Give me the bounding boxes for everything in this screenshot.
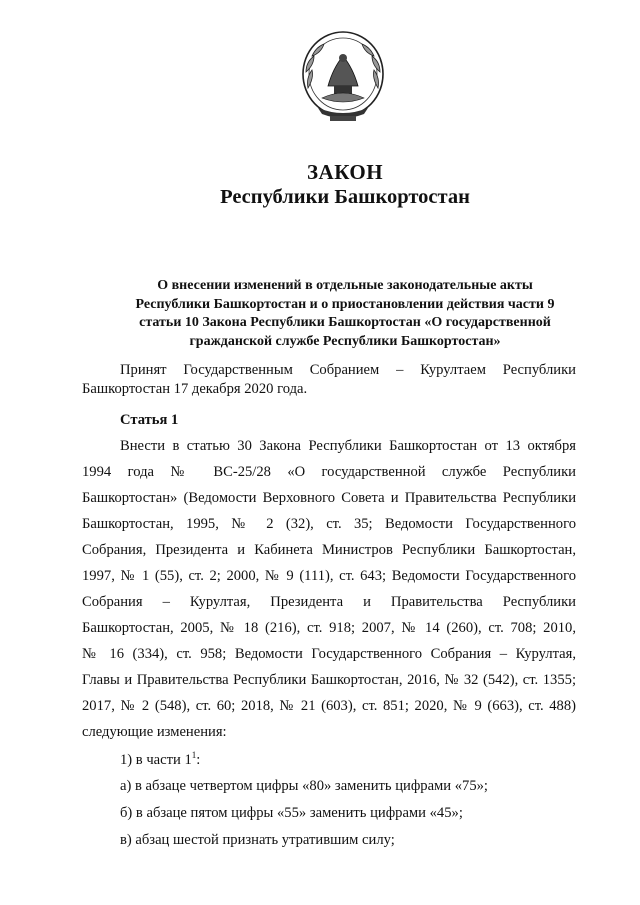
body-line: 1994 года № ВС-25/28 «О государственной службе Республики (82, 464, 576, 480)
body-line: Собрания, Президента и Кабинета Министров Республики Башкортостан, (82, 542, 576, 558)
adopted-line: Башкортостан 17 декабря 2020 года. (82, 381, 308, 397)
body-line: Башкортостан, 2005, № 18 (216), ст. 918; 2007, № 14 (260), ст. 708; 2010, (82, 620, 576, 636)
adopted-line: Принят Государственным Собранием – Курултаем Республики (120, 362, 576, 378)
sub-item: в) абзац шестой признать утратившим силу; (120, 832, 395, 848)
body-line: Внести в статью 30 Закона Республики Башкортостан от 13 октября (120, 438, 576, 454)
heading-line: статьи 10 Закона Республики Башкортостан «О государственной (139, 315, 551, 330)
list-item-1 (120, 750, 200, 770)
document-subtitle: Республики Башкортостан (220, 186, 470, 208)
body-line: 1997, № 1 (55), ст. 2; 2000, № 9 (111), ст. 643; Ведомости Государственного (82, 568, 576, 584)
heading-line: О внесении изменений в отдельные законодательные акты (157, 278, 533, 293)
list-item-1-tail: : (196, 752, 201, 768)
body-line: № 16 (334), ст. 958; Ведомости Государственного Собрания – Курултая, (82, 646, 576, 662)
coat-of-arms-emblem (298, 28, 388, 126)
body-line: Башкортостан, 1995, № 2 (32), ст. 35; Ведомости Государственного (82, 516, 576, 532)
heading-line: гражданской службе Республики Башкортостан» (189, 333, 501, 349)
heading-line: Республики Башкортостан и о приостановлении действия части 9 (135, 296, 555, 312)
body-line: Главы и Правительства Республики Башкортостан, 2016, № 32 (542), ст. 1355; (82, 672, 576, 688)
law-heading (100, 277, 590, 351)
list-item-1-superscript: 1 (191, 750, 197, 761)
body-line: Собрания – Курултая, Президента и Правительства Республики (82, 594, 576, 610)
document-title: ЗАКОН (306, 160, 384, 184)
body-line: 2017, № 2 (548), ст. 60; 2018, № 21 (603), ст. 851; 2020, № 9 (663), ст. 488) (82, 698, 576, 714)
list-item-1-text: 1) в части 1 (120, 752, 192, 768)
sub-item: а) в абзаце четвертом цифры «80» заменить цифрами «75»; (120, 778, 488, 794)
sub-item: б) в абзаце пятом цифры «55» заменить цифрами «45»; (120, 805, 463, 821)
article-title: Статья 1 (120, 412, 179, 428)
body-line: Башкортостан» (Ведомости Верховного Совета и Правительства Республики (82, 490, 576, 506)
body-line: следующие изменения: (82, 724, 227, 740)
